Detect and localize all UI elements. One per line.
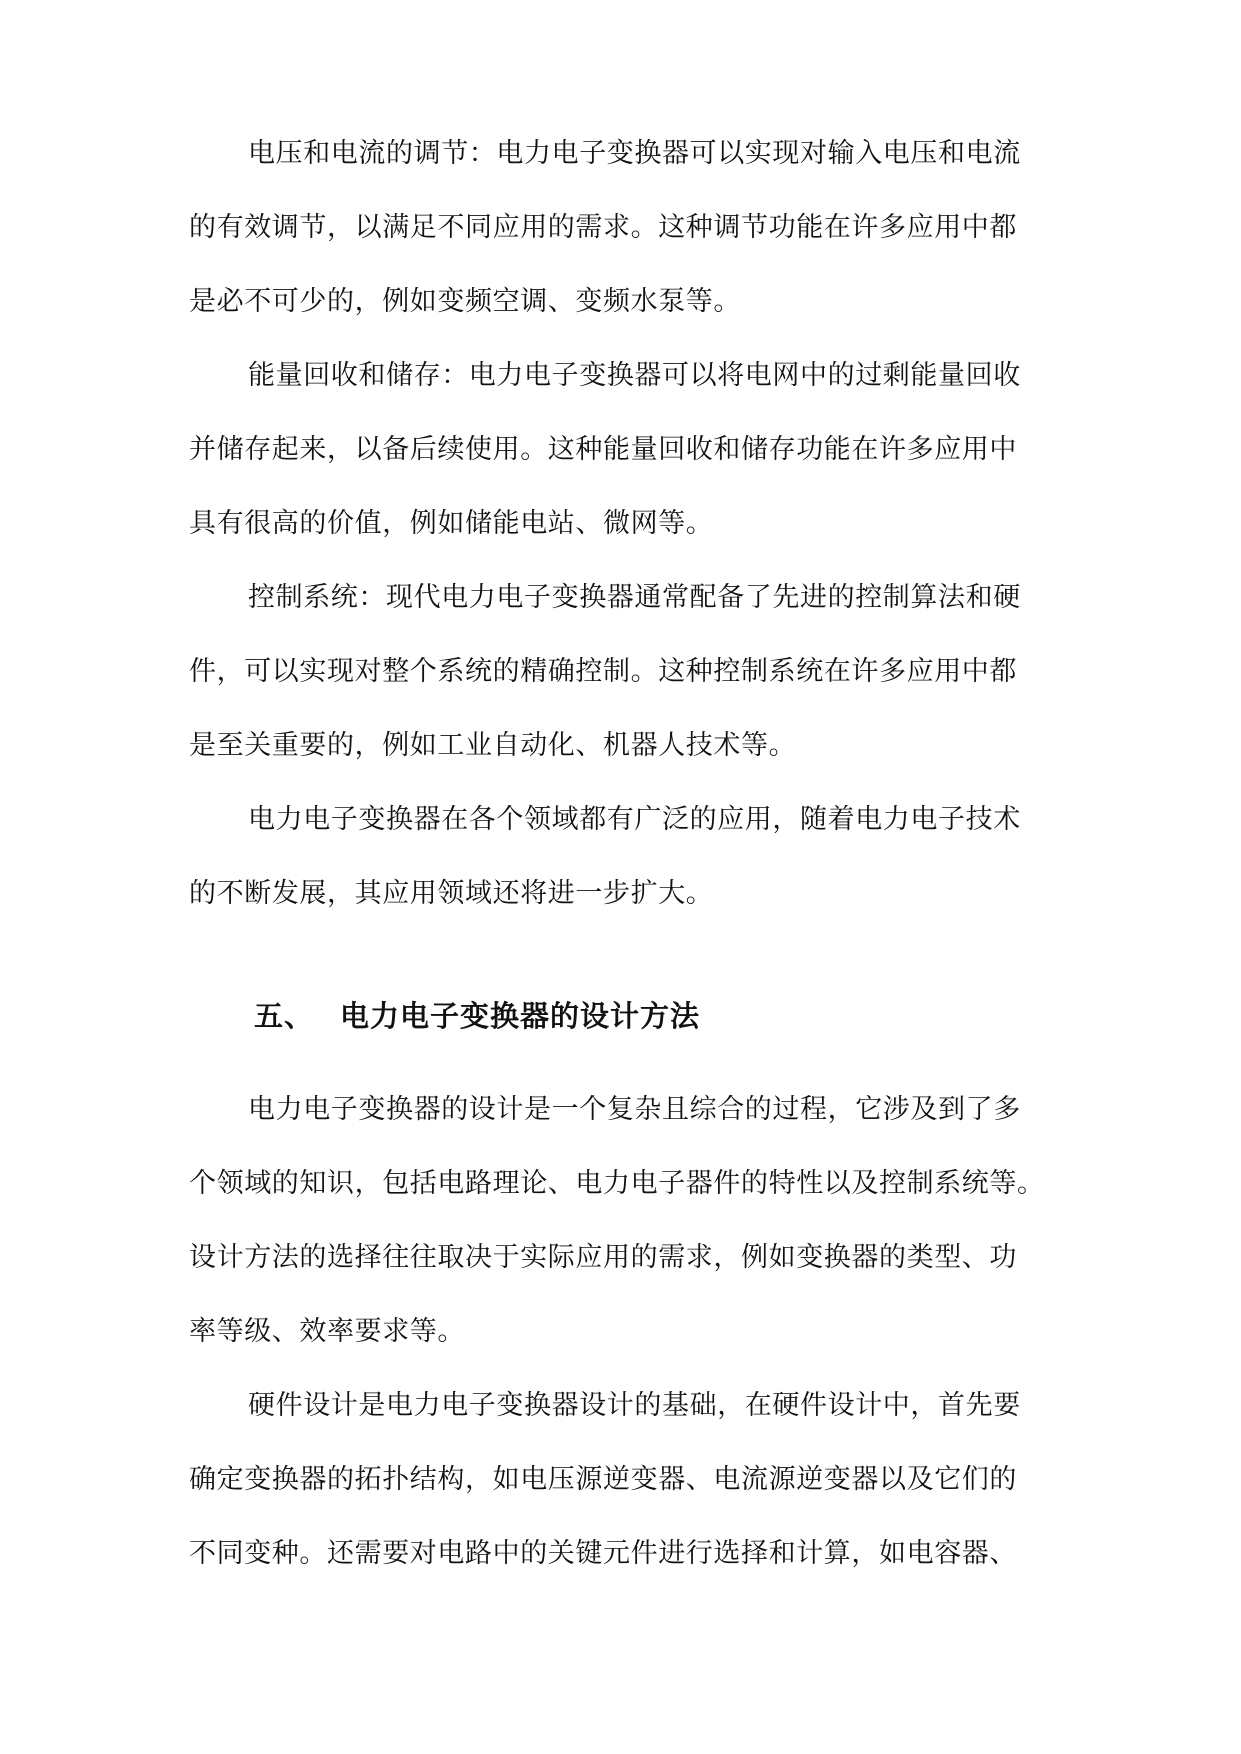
paragraph-3-line-2: 件，可以实现对整个系统的精确控制。这种控制系统在许多应用中都 <box>189 656 1017 687</box>
section-title: 电力电子变换器的设计方法 <box>340 999 701 1033</box>
paragraph-2-line-2: 并储存起来，以备后续使用。这种能量回收和储存功能在许多应用中 <box>189 434 1017 465</box>
section-paragraph-2-line-3: 不同变种。还需要对电路中的关键元件进行选择和计算，如电容器、 <box>189 1538 1017 1569</box>
paragraph-3-line-3: 是至关重要的，例如工业自动化、机器人技术等。 <box>189 730 797 761</box>
section-heading <box>254 996 700 1036</box>
paragraph-2-line-1: 能量回收和储存：电力电子变换器可以将电网中的过剩能量回收 <box>248 360 1021 391</box>
paragraph-3-line-1: 控制系统：现代电力电子变换器通常配备了先进的控制算法和硬 <box>248 582 1021 613</box>
section-paragraph-2-line-2: 确定变换器的拓扑结构，如电压源逆变器、电流源逆变器以及它们的 <box>189 1464 1017 1495</box>
section-paragraph-1-line-1: 电力电子变换器的设计是一个复杂且综合的过程，它涉及到了多 <box>248 1094 1021 1125</box>
section-paragraph-1-line-3: 设计方法的选择往往取决于实际应用的需求，例如变换器的类型、功 <box>189 1242 1017 1273</box>
section-paragraph-1-line-4: 率等级、效率要求等。 <box>189 1316 465 1347</box>
paragraph-1-line-2: 的有效调节，以满足不同应用的需求。这种调节功能在许多应用中都 <box>189 212 1017 243</box>
section-paragraph-1-line-2: 个领域的知识，包括电路理论、电力电子器件的特性以及控制系统等。 <box>189 1168 1045 1199</box>
paragraph-4-line-1: 电力电子变换器在各个领域都有广泛的应用，随着电力电子技术 <box>248 804 1021 835</box>
section-number: 五、 <box>254 999 315 1033</box>
paragraph-1-line-3: 是必不可少的，例如变频空调、变频水泵等。 <box>189 286 741 317</box>
paragraph-1-line-1: 电压和电流的调节：电力电子变换器可以实现对输入电压和电流 <box>248 138 1021 169</box>
paragraph-4-line-2: 的不断发展，其应用领域还将进一步扩大。 <box>189 878 714 909</box>
section-paragraph-2-line-1: 硬件设计是电力电子变换器设计的基础，在硬件设计中，首先要 <box>248 1390 1021 1421</box>
paragraph-2-line-3: 具有很高的价值，例如储能电站、微网等。 <box>189 508 714 539</box>
